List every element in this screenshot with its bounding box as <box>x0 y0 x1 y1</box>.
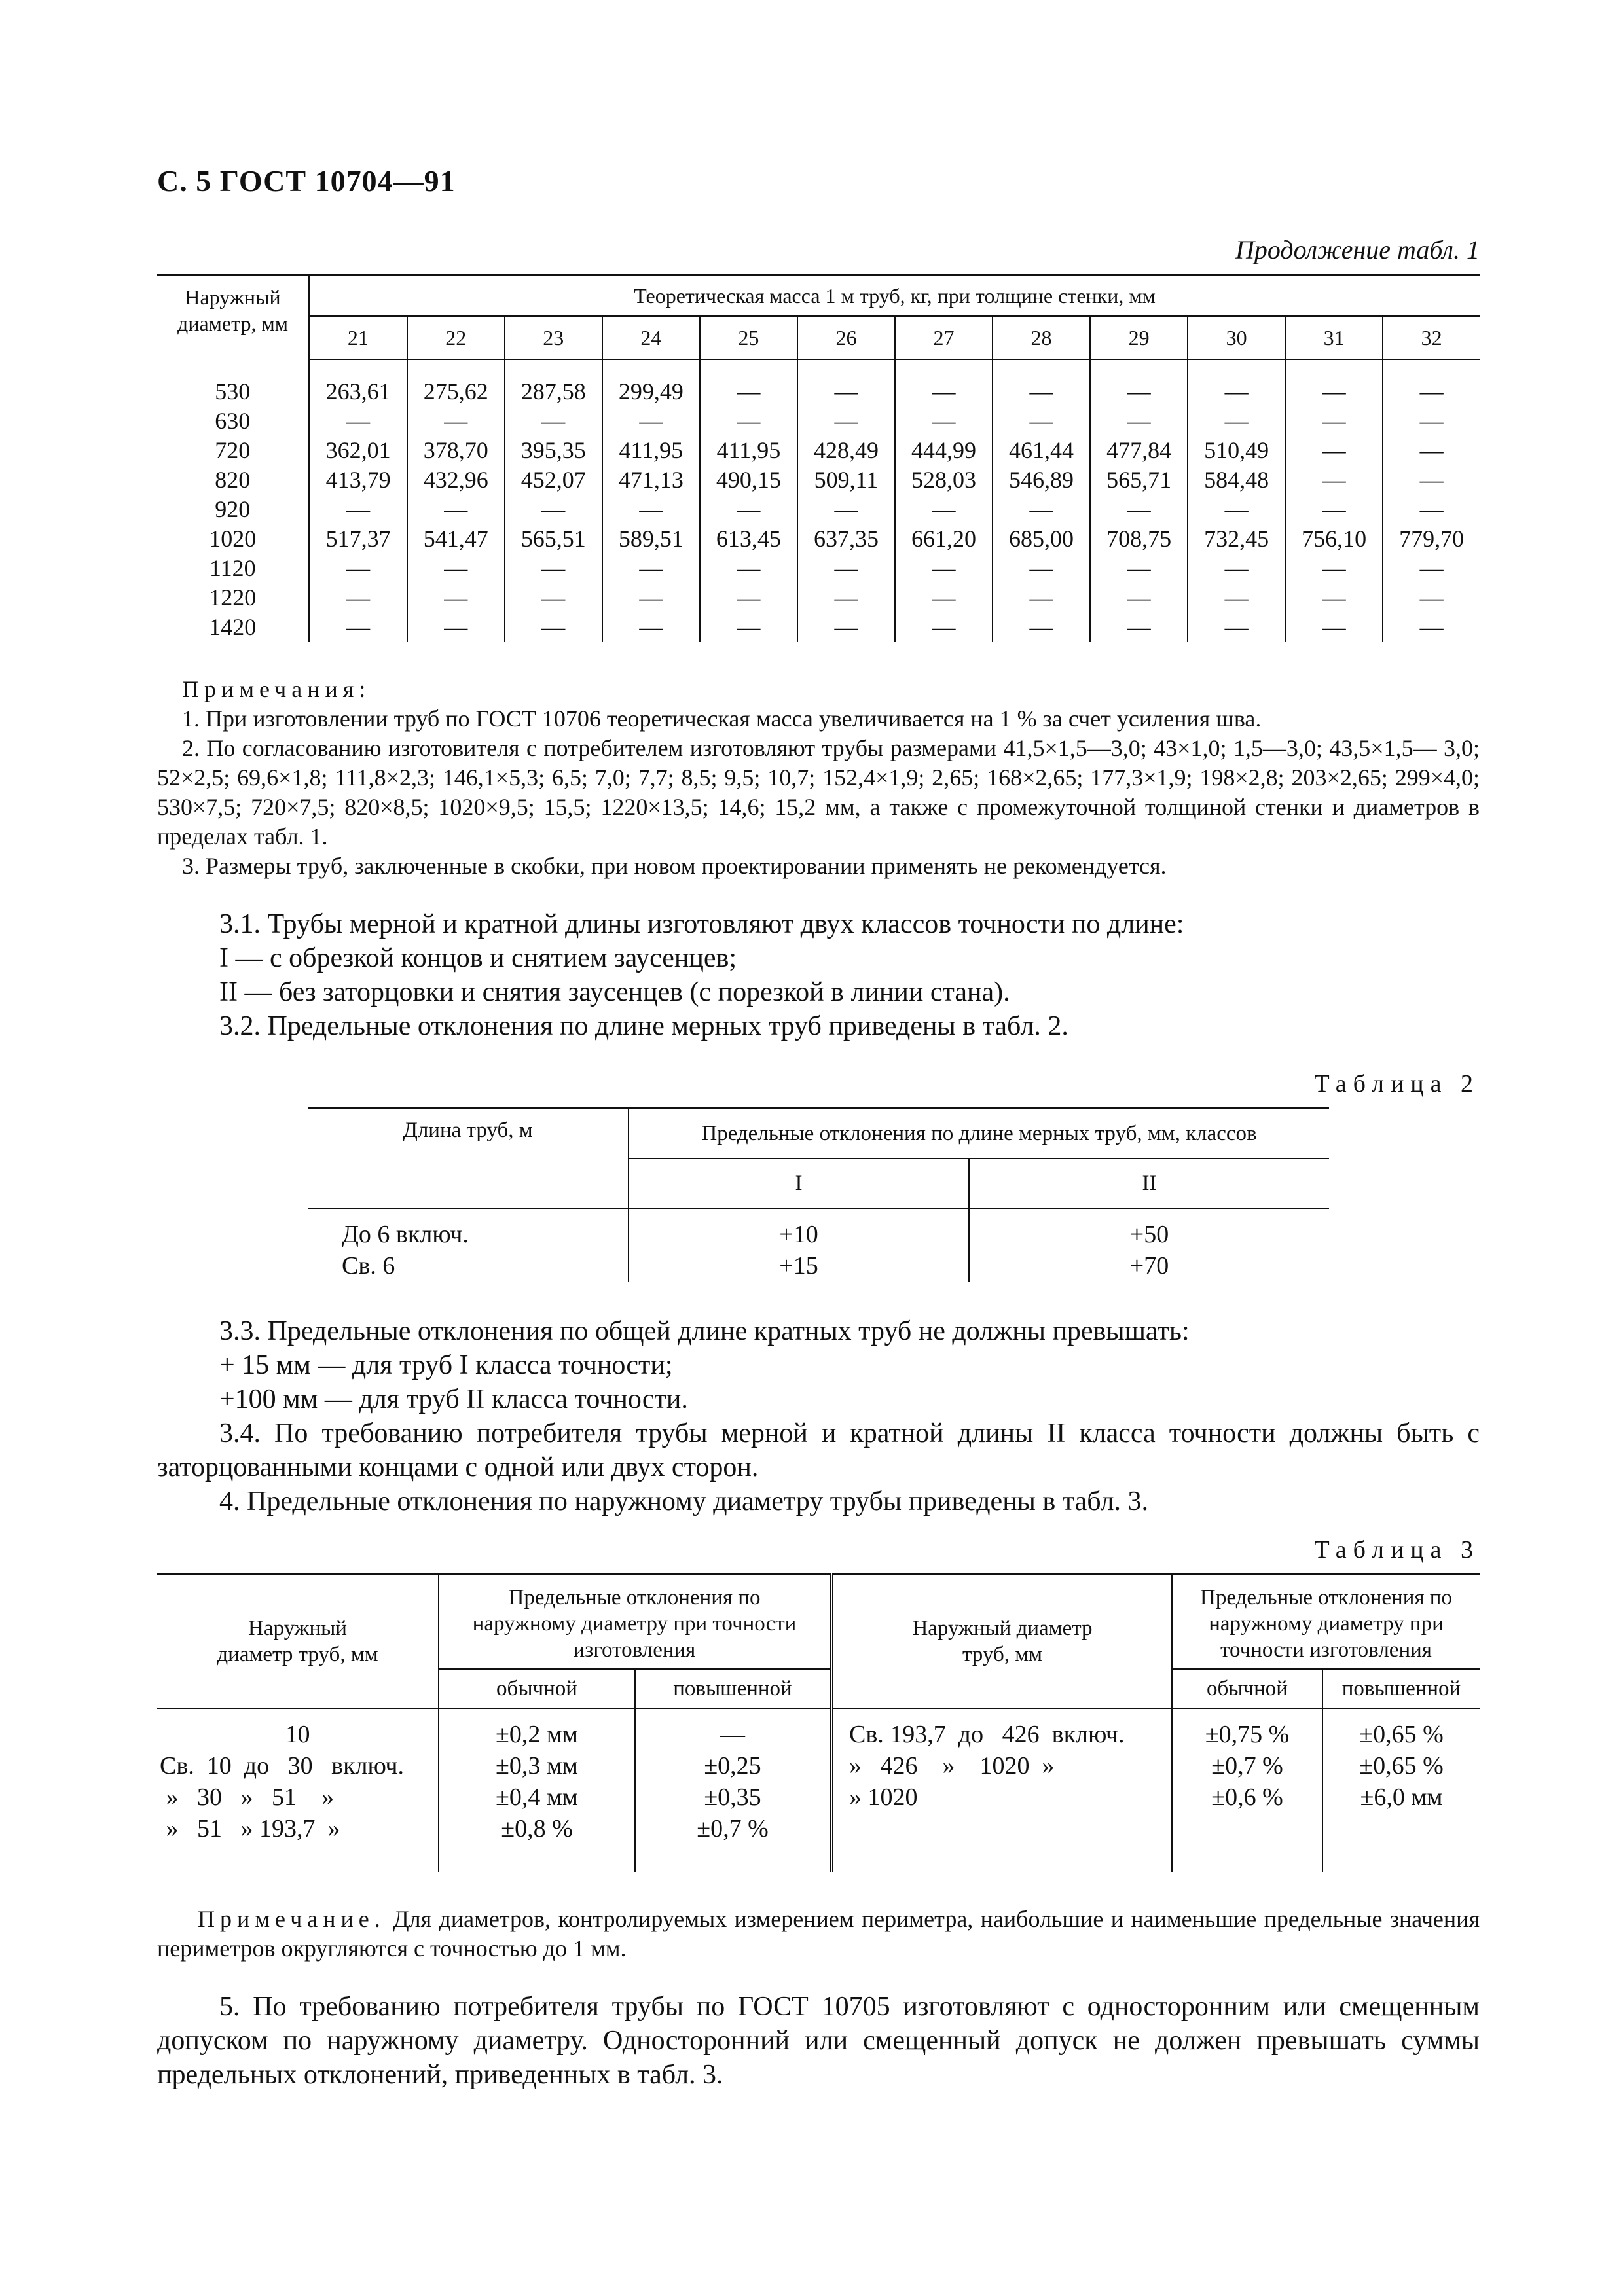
table2-class2-cell: +50 <box>1129 1221 1169 1248</box>
table1-thickness-cell: 28 <box>993 316 1090 359</box>
table1-mass-cell: — <box>407 495 505 524</box>
table1-thickness-cell: 31 <box>1285 316 1383 359</box>
table1-mass-cell: — <box>1285 495 1383 524</box>
table1-mass-cell: 490,15 <box>700 465 797 495</box>
table3-header-dev-right: Предельные отклонения по наружному диаметру при точности изготовления <box>1172 1575 1480 1670</box>
table1-mass-cell: — <box>1090 495 1188 524</box>
table1-mass-cell: — <box>602 406 700 436</box>
table1-mass-cell: — <box>407 406 505 436</box>
table1-diameter-cell: 720 <box>157 436 309 465</box>
table1-mass-cell: 546,89 <box>993 465 1090 495</box>
table1-mass-cell: 708,75 <box>1090 524 1188 554</box>
table1-mass-cell: — <box>1285 465 1383 495</box>
table1-mass-cell: 413,79 <box>309 465 407 495</box>
table3-label: Таблица 3 <box>1314 1536 1480 1564</box>
table1-mass-cell: 565,51 <box>505 524 602 554</box>
table1-mass-cell: — <box>700 583 797 613</box>
table-row <box>157 1782 1480 1813</box>
table3-header-diameter-left: Наружный диаметр труб, мм <box>157 1575 439 1709</box>
table-row <box>157 495 1480 524</box>
table1-mass-cell: — <box>700 359 797 406</box>
table1-continuation-label: Продолжение табл. 1 <box>1235 235 1480 264</box>
table1-mass-cell: 378,70 <box>407 436 505 465</box>
table1-diameter-cell: 920 <box>157 495 309 524</box>
table3-empty-cell <box>1172 1813 1322 1844</box>
table1-mass-cell: 565,71 <box>1090 465 1188 495</box>
table1-thickness-cell: 32 <box>1383 316 1480 359</box>
table1-diameter-cell: 1020 <box>157 524 309 554</box>
table1-mass-cell: 756,10 <box>1285 524 1383 554</box>
table3-high-cell: — <box>635 1708 831 1750</box>
table1-mass-cell: 509,11 <box>797 465 895 495</box>
note-title: Примечание. <box>198 1906 386 1932</box>
table1-thickness-cell: 21 <box>309 316 407 359</box>
table1-diameter-cell: 530 <box>157 359 309 406</box>
table1-mass-cell: — <box>505 495 602 524</box>
table3-header-diameter-right: Наружный диаметр труб, мм <box>831 1575 1172 1709</box>
table1-mass-cell: — <box>895 583 993 613</box>
table2-class1-cell: +15 <box>629 1250 969 1282</box>
table3-high-cell: ±0,7 % <box>635 1813 831 1844</box>
table1-mass-cell: — <box>309 495 407 524</box>
table3-normal-cell: ±0,8 % <box>439 1813 635 1844</box>
table1-mass-cell: — <box>1188 613 1285 642</box>
table1-mass-cell: — <box>1090 554 1188 583</box>
table1-mass-cell: 395,35 <box>505 436 602 465</box>
table3-diameter-cell: » 51 » 193,7 » <box>157 1813 439 1844</box>
table1-mass-cell: — <box>1285 436 1383 465</box>
table3-sub-normal-right: обычной <box>1172 1669 1322 1708</box>
table3-empty-cell <box>831 1813 1172 1844</box>
table-row <box>157 359 1480 406</box>
table2-length-deviation <box>308 1107 1329 1282</box>
table3-normal-cell: ±0,3 мм <box>439 1750 635 1782</box>
table1-mass-cell: — <box>407 583 505 613</box>
table1-diameter-cell: 1420 <box>157 613 309 642</box>
table1-mass-cell: — <box>1419 496 1444 522</box>
table1-mass-cell: — <box>797 495 895 524</box>
table1-mass-cell: — <box>1188 359 1285 406</box>
table1-thickness-cell: 25 <box>700 316 797 359</box>
table3-high-cell: ±0,25 <box>635 1750 831 1782</box>
table1-header-mass: Теоретическая масса 1 м труб, кг, при толщине стенки, мм <box>309 276 1480 317</box>
table3-high-cell: ±0,65 % <box>1359 1752 1444 1780</box>
table3-empty-cell <box>635 1844 831 1872</box>
table3-sub-high-right: повышенной <box>1322 1669 1480 1708</box>
table1-mass-cell: — <box>1090 406 1188 436</box>
table1-notes <box>157 675 1480 881</box>
table1-mass-cell: 444,99 <box>895 436 993 465</box>
table3-diameter-cell: 10 <box>157 1708 439 1750</box>
table1-mass-cell: — <box>700 495 797 524</box>
table1-thickness-cell: 26 <box>797 316 895 359</box>
table1-mass-cell: — <box>797 554 895 583</box>
table1-mass-cell: 510,49 <box>1188 436 1285 465</box>
table1-mass-cell: 685,00 <box>993 524 1090 554</box>
table-row <box>157 554 1480 583</box>
table1-mass-cell: — <box>1090 613 1188 642</box>
table1-mass-cell: — <box>1285 613 1383 642</box>
table1-mass-cell: — <box>895 495 993 524</box>
table1-mass-cell: — <box>1285 583 1383 613</box>
table2-class1-cell: +10 <box>629 1208 969 1250</box>
section-3-1 <box>157 907 1480 1043</box>
table1-mass-cell: — <box>1188 495 1285 524</box>
table1-body <box>157 359 1480 642</box>
table1-mass-cell: — <box>602 495 700 524</box>
table1-thickness-cell: 30 <box>1188 316 1285 359</box>
table1-mass-cell: 613,45 <box>700 524 797 554</box>
note-item: 1. При изготовлении труб по ГОСТ 10706 теоретическая масса увеличивается на 1 % за счет усиления шва. <box>182 706 1262 732</box>
table1-mass-cell: 779,70 <box>1399 526 1465 552</box>
table3-note <box>157 1905 1480 1964</box>
table1-mass-cell: 432,96 <box>407 465 505 495</box>
table1-mass-cell: — <box>309 613 407 642</box>
table1-mass-cell: 299,49 <box>602 359 700 406</box>
table1-mass-cell: — <box>309 406 407 436</box>
paragraph: 3.2. Предельные отклонения по длине мерных труб приведены в табл. 2. <box>219 1011 1068 1041</box>
table1-mass-cell: 263,61 <box>309 359 407 406</box>
paragraph: + 15 мм — для труб I класса точности; <box>219 1350 673 1380</box>
table1-diameter-cell: 1220 <box>157 583 309 613</box>
table1-mass-cell: 584,48 <box>1188 465 1285 495</box>
table1-mass-cell: 541,47 <box>407 524 505 554</box>
table1-thickness-cell: 29 <box>1090 316 1188 359</box>
table1-mass-cell: — <box>505 554 602 583</box>
table-row <box>308 1208 1329 1250</box>
table1-mass-cell: 637,35 <box>797 524 895 554</box>
table1-diameter-cell: 1120 <box>157 554 309 583</box>
table1-mass-cell: 275,62 <box>407 359 505 406</box>
table1-mass-cell: — <box>505 583 602 613</box>
table-row <box>308 1250 1329 1282</box>
table1-mass-cell: — <box>993 406 1090 436</box>
notes-title: Примечания: <box>182 676 371 702</box>
table3-empty-cell <box>1322 1844 1480 1872</box>
table3-header-dev-left: Предельные отклонения по наружному диаметру при точности изготовления <box>439 1575 831 1670</box>
table1-mass-cell: — <box>1419 467 1444 493</box>
table1-mass-cell: 411,95 <box>602 436 700 465</box>
table1-mass-cell: 461,44 <box>993 436 1090 465</box>
table3-empty-cell <box>831 1844 1172 1872</box>
table1-mass-cell: — <box>1419 437 1444 463</box>
table3-high-cell: ±0,35 <box>635 1782 831 1813</box>
table1-mass-cell: — <box>993 613 1090 642</box>
document-page <box>157 164 1480 2092</box>
table2-class-2: II <box>969 1158 1329 1208</box>
table1-mass-cell: — <box>1090 359 1188 406</box>
table1-header-diameter: Наружный диаметр, мм <box>157 276 309 360</box>
table3-diameter-cell: Св. 10 до 30 включ. <box>157 1750 439 1782</box>
table2-class-1: I <box>629 1158 969 1208</box>
table1-mass-cell: — <box>602 613 700 642</box>
table3-normal-cell: ±0,2 мм <box>439 1708 635 1750</box>
table1-mass-cell: 428,49 <box>797 436 895 465</box>
paragraph: 5. По требованию потребителя трубы по ГОСТ 10705 изготовляют с односторонним или смещенным допуском по наружному диаметру. Односторонний или смещенный допуск не должен превышать суммы предельных отклонений, приведенных в табл. 3. <box>157 1992 1480 2090</box>
table1-mass-cell: — <box>797 359 895 406</box>
table2-length-cell: Св. 6 <box>308 1250 629 1282</box>
table3-normal-cell: ±0,75 % <box>1172 1708 1322 1750</box>
table-row <box>157 524 1480 554</box>
table3-diameter-cell: » 30 » 51 » <box>157 1782 439 1813</box>
table1-mass-cell: — <box>1188 583 1285 613</box>
table1-mass-cell: — <box>1419 378 1444 404</box>
table1-mass-cell: — <box>1285 359 1383 406</box>
table1-mass-cell: — <box>895 406 993 436</box>
table1-mass-cell: — <box>993 583 1090 613</box>
table1-mass-cell: — <box>1188 406 1285 436</box>
paragraph: 3.4. По требованию потребителя трубы мерной и кратной длины II класса точности должны быть с заторцованными концами с одной или двух сторон. <box>157 1418 1480 1482</box>
table-row <box>157 406 1480 436</box>
table1-thickness-row <box>157 316 1480 359</box>
note-item: 3. Размеры труб, заключенные в скобки, при новом проектировании применять не рекомендуется. <box>182 853 1167 879</box>
table1-mass-cell: — <box>602 554 700 583</box>
table1-thickness-cell: 27 <box>895 316 993 359</box>
table2-header-length: Длина труб, м <box>308 1109 629 1209</box>
paragraph: +100 мм — для труб II класса точности. <box>219 1384 688 1414</box>
table-row <box>157 1813 1480 1844</box>
table3-normal-cell: ±0,4 мм <box>439 1782 635 1813</box>
table1-diameter-cell: 820 <box>157 465 309 495</box>
table1-mass-cell: — <box>505 406 602 436</box>
table1-thickness-cell: 24 <box>602 316 700 359</box>
paragraph: 3.3. Предельные отклонения по общей длине кратных труб не должны превышать: <box>219 1316 1190 1346</box>
table1-mass-cell: — <box>602 583 700 613</box>
table3-normal-cell: ±0,7 % <box>1172 1750 1322 1782</box>
table3-empty-cell <box>439 1844 635 1872</box>
table2-length-cell: До 6 включ. <box>308 1208 629 1250</box>
table1-mass-cell: — <box>1419 555 1444 581</box>
table1-mass-cell: — <box>309 554 407 583</box>
table1-mass-cell: — <box>1090 583 1188 613</box>
paragraph: 3.1. Трубы мерной и кратной длины изготовляют двух классов точности по длине: <box>219 909 1184 939</box>
table1-mass-cell: — <box>700 554 797 583</box>
table1-mass-cell: 287,58 <box>505 359 602 406</box>
table2-label: Таблица 2 <box>1314 1070 1480 1098</box>
table1-mass-cell: — <box>993 495 1090 524</box>
table1-mass-cell: 589,51 <box>602 524 700 554</box>
table1-mass-cell: — <box>993 554 1090 583</box>
table3-high-cell: ±0,65 % <box>1359 1721 1444 1748</box>
table1-mass-cell: 362,01 <box>309 436 407 465</box>
table1-mass-cell: — <box>505 613 602 642</box>
table3-empty-cell <box>1172 1844 1322 1872</box>
table1-mass-cell: — <box>407 613 505 642</box>
table1-mass-cell: — <box>700 406 797 436</box>
table1-mass-cell: 411,95 <box>700 436 797 465</box>
table1-mass-cell: 528,03 <box>895 465 993 495</box>
table1-mass-cell: — <box>797 613 895 642</box>
table1-mass-cell: — <box>1188 554 1285 583</box>
table1-mass-cell: 477,84 <box>1090 436 1188 465</box>
table1-thickness-cell: 22 <box>407 316 505 359</box>
table1-mass-cell: — <box>1419 614 1444 640</box>
section-5 <box>157 1990 1480 2092</box>
table3-empty-cell <box>157 1844 439 1872</box>
table3-sub-high-left: повышенной <box>635 1669 831 1708</box>
table1-mass-cell: 661,20 <box>895 524 993 554</box>
table3-high-cell: ±6,0 мм <box>1360 1784 1443 1811</box>
table3-diameter-deviation <box>157 1573 1480 1872</box>
table-row <box>157 465 1480 495</box>
table-row <box>157 583 1480 613</box>
note-text: Для диаметров, контролируемых измерением периметра, наибольшие и наименьшие предельные значения периметров округляются с точностью до 1 мм. <box>157 1906 1480 1962</box>
section-3-3 <box>157 1314 1480 1518</box>
table1-mass-cell: 732,45 <box>1188 524 1285 554</box>
table1-mass-cell: — <box>895 613 993 642</box>
table1-mass-cell: — <box>407 554 505 583</box>
table1-mass-cell: 471,13 <box>602 465 700 495</box>
table1-diameter-cell: 630 <box>157 406 309 436</box>
table3-diameter-cell: » 426 » 1020 » <box>831 1750 1172 1782</box>
table-row <box>157 436 1480 465</box>
paragraph: 4. Предельные отклонения по наружному диаметру трубы приведены в табл. 3. <box>219 1486 1149 1516</box>
table1-mass-cell: — <box>895 359 993 406</box>
paragraph: I — с обрезкой концов и снятием заусенцев; <box>219 943 737 973</box>
table3-normal-cell: ±0,6 % <box>1172 1782 1322 1813</box>
note-item: 2. По согласованию изготовителя с потребителем изготовляют трубы размерами 41,5×1,5—3,0; 43×1,0; 1,5—3,0; 43,5×1,5— 3,0; 52×2,5; 69,6×1,8; 111,8×2,3; 146,1×5,3; 6,5; 7,0; 7,7; 8,5; 9,5; 10,7; 152,4×1,9; 2,65; 168×2,65; 177,3×1,9; 198×2,8; 203×2,65; 299×4,0; 530×7,5; 720×7,5; 820×8,5; 1020×9,5; 15,5; 1220×13,5; 14,6; 15,2 мм, а также с промежуточной толщиной стенки и диаметров в пределах табл. 1. <box>157 735 1480 850</box>
table-row <box>157 1750 1480 1782</box>
page-header: С. 5 ГОСТ 10704—91 <box>157 164 456 198</box>
table1-mass-cell: — <box>1419 408 1444 434</box>
table1-mass-cell: — <box>1419 584 1444 611</box>
table1-mass-cell: — <box>1285 406 1383 436</box>
table1-thickness-cell: 23 <box>505 316 602 359</box>
table1-pipe-mass <box>157 274 1480 642</box>
paragraph: II — без заторцовки и снятия заусенцев (с порезкой в линии стана). <box>219 977 1010 1007</box>
table2-header-deviation: Предельные отклонения по длине мерных труб, мм, классов <box>629 1109 1329 1159</box>
table1-mass-cell: — <box>993 359 1090 406</box>
table1-mass-cell: — <box>700 613 797 642</box>
table-row-spacer <box>157 1844 1480 1872</box>
table3-diameter-cell: » 1020 <box>831 1782 1172 1813</box>
table1-mass-cell: — <box>797 583 895 613</box>
table-row <box>157 613 1480 642</box>
table3-empty-cell <box>1322 1813 1480 1844</box>
table3-sub-normal-left: обычной <box>439 1669 635 1708</box>
table1-mass-cell: 452,07 <box>505 465 602 495</box>
table1-mass-cell: 517,37 <box>309 524 407 554</box>
table1-mass-cell: — <box>797 406 895 436</box>
table-row <box>157 1708 1480 1750</box>
table2-class2-cell: +70 <box>1129 1252 1169 1280</box>
table3-diameter-cell: Св. 193,7 до 426 включ. <box>831 1708 1172 1750</box>
table1-mass-cell: — <box>895 554 993 583</box>
table1-mass-cell: — <box>1285 554 1383 583</box>
table1-mass-cell: — <box>309 583 407 613</box>
